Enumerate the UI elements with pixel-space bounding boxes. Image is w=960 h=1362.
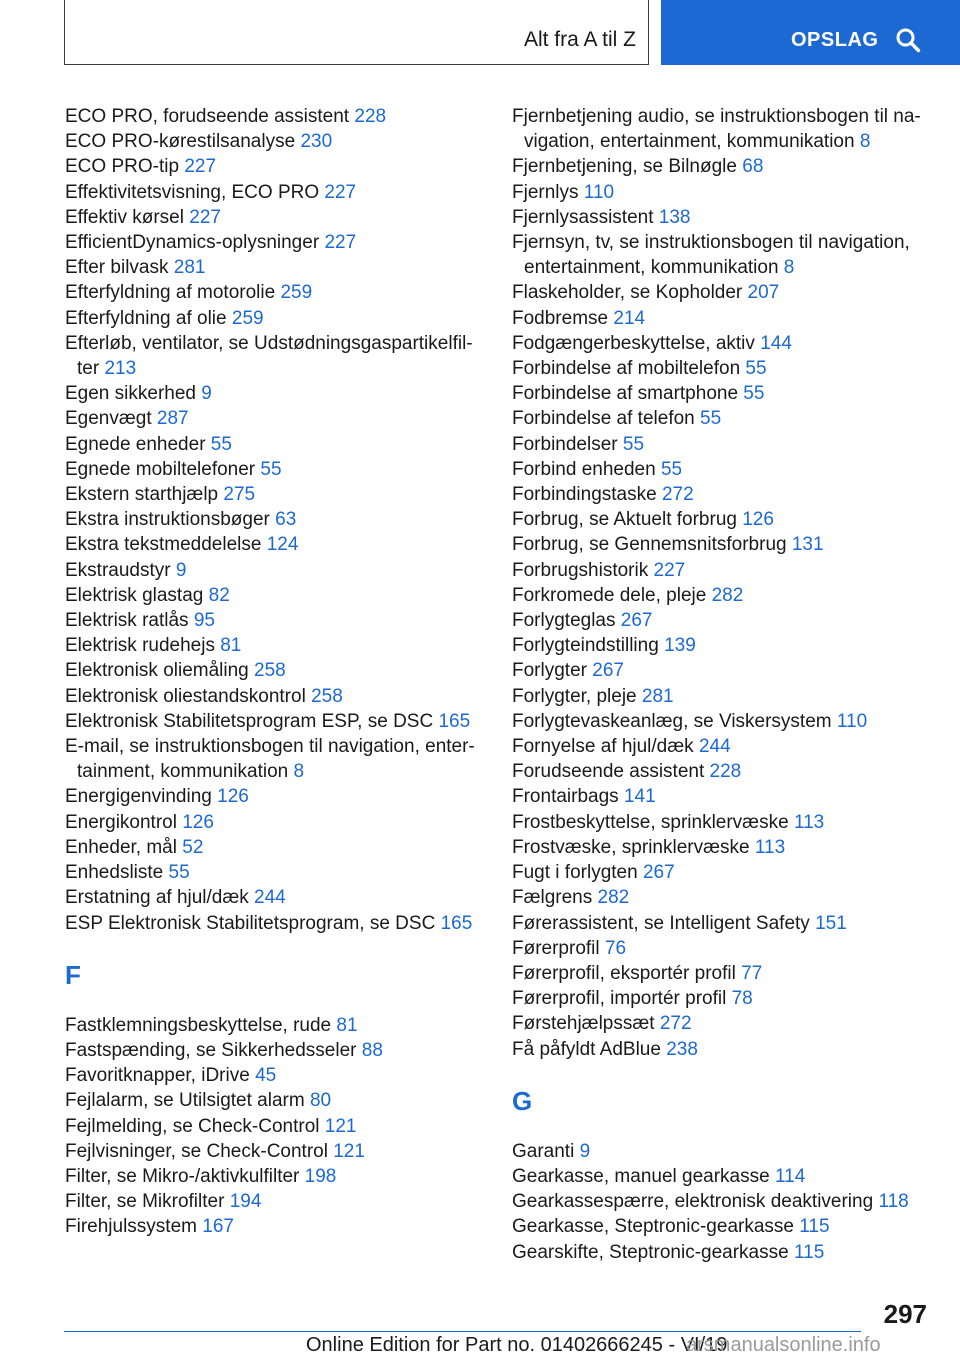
index-entry-page-link[interactable]: 238 bbox=[666, 1038, 698, 1060]
index-entry[interactable] bbox=[65, 255, 477, 280]
index-entry-page-link[interactable]: 81 bbox=[220, 635, 242, 657]
index-entry[interactable] bbox=[512, 230, 928, 280]
index-entry[interactable] bbox=[512, 684, 928, 709]
index-entry-page-link[interactable]: 126 bbox=[217, 786, 249, 808]
index-entry[interactable] bbox=[512, 457, 928, 482]
index-entry-page-link[interactable]: 8 bbox=[293, 761, 305, 783]
index-entry[interactable] bbox=[512, 104, 928, 154]
index-entry[interactable] bbox=[512, 583, 928, 608]
index-entry-term: ECO PRO-kørestilsanalyse bbox=[65, 131, 296, 153]
index-entry[interactable] bbox=[512, 558, 928, 583]
index-entry[interactable] bbox=[65, 507, 477, 532]
index-entry-term: Elektronisk oliemåling bbox=[65, 660, 249, 682]
index-entry-term: E-mail, se instruktionsbogen til navigation, enter-tainment, kommunikation bbox=[65, 736, 475, 783]
index-entry-term: Fugt i forlygten bbox=[512, 862, 638, 884]
index-entry-page-link[interactable]: 76 bbox=[604, 937, 627, 959]
index-entry-term: Forlygter, pleje bbox=[512, 685, 637, 707]
index-entry[interactable] bbox=[512, 961, 928, 986]
index-entry-term: Elektrisk glastag bbox=[65, 584, 204, 606]
index-entry[interactable] bbox=[65, 1063, 477, 1088]
index-entry-term: Gearkasse, Steptronic-gearkasse bbox=[512, 1216, 794, 1238]
index-entry[interactable] bbox=[512, 180, 928, 205]
index-entry-page-link[interactable]: 55 bbox=[700, 408, 722, 430]
index-entry-term: Forkromede dele, pleje bbox=[512, 584, 707, 606]
index-entry-term: Egnede enheder bbox=[65, 433, 206, 455]
index-entry-page-link[interactable]: 227 bbox=[189, 206, 221, 228]
index-entry-term: Fodbremse bbox=[512, 307, 609, 329]
index-entry[interactable] bbox=[65, 129, 477, 154]
index-entry-page-link[interactable]: 167 bbox=[202, 1216, 234, 1238]
index-entry-term: Egen sikkerhed bbox=[65, 383, 196, 405]
index-entry-page-link[interactable]: 141 bbox=[623, 786, 656, 808]
index-entry-page-link[interactable]: 281 bbox=[173, 257, 206, 279]
index-entry-page-link[interactable]: 227 bbox=[324, 232, 357, 254]
index-entry-term: Egnede mobiltelefoner bbox=[65, 458, 256, 480]
index-entry-term: Efterfyldning af olie bbox=[65, 307, 227, 329]
index-entry-page-link[interactable]: 45 bbox=[255, 1065, 277, 1087]
index-entry-page-link[interactable]: 214 bbox=[613, 307, 646, 329]
index-entry-term: Gearkasse, manuel gearkasse bbox=[512, 1165, 770, 1187]
index-entry[interactable] bbox=[512, 154, 928, 179]
index-entry-page-link[interactable]: 80 bbox=[309, 1090, 332, 1112]
index-entry-term: Fastspænding, se Sikkerhedsseler bbox=[65, 1039, 357, 1061]
index-entry-page-link[interactable]: 267 bbox=[620, 610, 653, 632]
index-entry-page-link[interactable]: 165 bbox=[438, 710, 471, 732]
index-entry-page-link[interactable]: 52 bbox=[182, 836, 204, 858]
index-entry-term: Ekstraudstyr bbox=[65, 559, 171, 581]
index-entry-page-link[interactable]: 124 bbox=[266, 534, 299, 556]
index-entry-page-link[interactable]: 110 bbox=[836, 710, 868, 732]
index-entry-page-link[interactable]: 115 bbox=[799, 1216, 830, 1238]
index-entry-term: Filter, se Mikro-/aktivkulfilter bbox=[65, 1165, 300, 1187]
index-entry[interactable] bbox=[512, 936, 928, 961]
index-entry-term: Forbindelse af telefon bbox=[512, 408, 695, 430]
index-entry-term: Førerassistent, se Intelligent Safety bbox=[512, 912, 810, 934]
index-entry[interactable] bbox=[512, 911, 928, 936]
index-entry[interactable] bbox=[65, 885, 477, 910]
index-entry[interactable] bbox=[512, 1189, 928, 1214]
index-entry-page-link[interactable]: 259 bbox=[280, 282, 313, 304]
edition-text: Online Edition for Part no. 01402666245 - VI/19 bbox=[306, 1334, 728, 1356]
index-entry-term: Elektronisk Stabilitetsprogram ESP, se DSC bbox=[65, 710, 434, 732]
index-entry[interactable] bbox=[512, 1037, 928, 1062]
index-entry[interactable] bbox=[65, 1038, 477, 1063]
index-entry-page-link[interactable]: 82 bbox=[208, 584, 230, 606]
index-entry-term: Ekstern starthjælp bbox=[65, 484, 219, 506]
index-entry[interactable] bbox=[65, 860, 477, 885]
index-entry-page-link[interactable]: 55 bbox=[745, 358, 767, 380]
index-entry[interactable] bbox=[65, 835, 477, 860]
section-letter: G bbox=[512, 1085, 533, 1116]
index-entry-page-link[interactable]: 81 bbox=[336, 1014, 358, 1036]
index-entry-term: Energikontrol bbox=[65, 811, 177, 833]
index-entry-page-link[interactable]: 131 bbox=[791, 534, 824, 556]
index-entry-page-link[interactable]: 207 bbox=[747, 282, 780, 304]
index-entry[interactable] bbox=[65, 381, 477, 406]
index-entry-term: Fjernlys bbox=[512, 181, 579, 203]
index-entry[interactable] bbox=[65, 810, 477, 835]
index-entry-page-link[interactable]: 272 bbox=[659, 1013, 692, 1035]
index-entry-term: Enhedsliste bbox=[65, 862, 164, 884]
index-entry-page-link[interactable]: 9 bbox=[201, 383, 212, 405]
index-entry-page-link[interactable]: 144 bbox=[760, 332, 792, 354]
index-entry[interactable] bbox=[65, 230, 477, 255]
index-entry[interactable] bbox=[512, 1011, 928, 1036]
index-entry-page-link[interactable]: 194 bbox=[229, 1191, 262, 1213]
index-entry[interactable] bbox=[65, 532, 477, 557]
index-entry-page-link[interactable]: 230 bbox=[300, 131, 333, 153]
index-entry[interactable] bbox=[512, 406, 928, 431]
index-entry-page-link[interactable]: 267 bbox=[592, 660, 624, 682]
index-entry[interactable] bbox=[65, 684, 477, 709]
index-entry-term: Fjernsyn, tv, se instruktionsbogen til navigation, entertainment, kommunikation bbox=[512, 232, 910, 279]
index-entry-page-link[interactable]: 139 bbox=[664, 635, 696, 657]
index-entry-term: Flaskeholder, se Kopholder bbox=[512, 282, 743, 304]
index-entry-page-link[interactable]: 267 bbox=[642, 862, 675, 884]
index-entry-term: Førerprofil bbox=[512, 937, 600, 959]
index-entry-page-link[interactable]: 55 bbox=[168, 862, 190, 884]
index-entry-term: Elektrisk rudehejs bbox=[65, 635, 215, 657]
index-entry-page-link[interactable]: 113 bbox=[754, 836, 786, 858]
index-entry[interactable] bbox=[512, 482, 928, 507]
index-entry[interactable] bbox=[512, 381, 928, 406]
index-entry-term: Fjernlysassistent bbox=[512, 206, 654, 228]
index-entry-page-link[interactable]: 259 bbox=[231, 307, 264, 329]
index-entry-page-link[interactable]: 55 bbox=[260, 458, 282, 480]
index-entry-term: Efterløb, ventilator, se Udstødningsgaspartikelfil-ter bbox=[65, 332, 473, 380]
index-entry-term: EfficientDynamics-oplysninger bbox=[65, 232, 320, 254]
index-tab[interactable] bbox=[64, 0, 649, 65]
index-entry-page-link[interactable]: 55 bbox=[743, 383, 765, 405]
index-entry[interactable] bbox=[65, 558, 477, 583]
index-entry-term: Filter, se Mikrofilter bbox=[65, 1191, 225, 1213]
index-entry-term: Forlygteindstilling bbox=[512, 635, 659, 657]
index-entry[interactable] bbox=[512, 734, 928, 759]
index-column-left bbox=[65, 104, 477, 1240]
index-entry-term: Fastklemningsbeskyttelse, rude bbox=[65, 1014, 332, 1036]
index-entry-page-link[interactable]: 258 bbox=[254, 660, 286, 682]
index-entry-page-link[interactable]: 165 bbox=[440, 912, 473, 934]
index-entry-page-link[interactable]: 9 bbox=[579, 1140, 591, 1162]
index-entry-term: Førstehjælpssæt bbox=[512, 1013, 655, 1035]
index-entry-page-link[interactable]: 228 bbox=[709, 761, 742, 783]
index-entry-page-link[interactable]: 281 bbox=[641, 685, 674, 707]
index-entry-term: Førerprofil, eksportér profil bbox=[512, 962, 736, 984]
index-entry-term: Effektiv kørsel bbox=[65, 206, 184, 228]
index-entry-term: Frostbeskyttelse, sprinklervæske bbox=[512, 811, 789, 833]
index-entry-term: Fejlmelding, se Check-Control bbox=[65, 1115, 320, 1137]
index-entry[interactable] bbox=[512, 709, 928, 734]
index-entry[interactable] bbox=[512, 280, 928, 305]
index-entry-term: Førerprofil, importér profil bbox=[512, 988, 727, 1010]
index-entry[interactable] bbox=[65, 1139, 477, 1164]
watermark-text: arsmanualsonline.info bbox=[686, 1334, 881, 1356]
index-entry-term: Enheder, mål bbox=[65, 836, 177, 858]
index-entry[interactable] bbox=[512, 1164, 928, 1189]
index-entry-term: Frontairbags bbox=[512, 786, 619, 808]
index-entry-term: Egenvægt bbox=[65, 408, 152, 430]
index-entry-term: Forudseende assistent bbox=[512, 761, 705, 783]
index-entry-page-link[interactable]: 287 bbox=[156, 408, 189, 430]
index-entry-term: Effektivitetsvisning, ECO PRO bbox=[65, 181, 320, 203]
index-entry-page-link[interactable]: 8 bbox=[783, 257, 795, 279]
index-entry-term: Fælgrens bbox=[512, 887, 593, 909]
index-entry[interactable] bbox=[65, 205, 477, 230]
index-entry-term: Forlygter bbox=[512, 660, 587, 682]
index-entry-term: Fjernbetjening, se Bilnøgle bbox=[512, 156, 737, 178]
index-entry[interactable] bbox=[65, 633, 477, 658]
index-entry-page-link[interactable]: 282 bbox=[711, 584, 744, 606]
index-entry[interactable] bbox=[512, 356, 928, 381]
index-entry[interactable] bbox=[65, 1164, 477, 1189]
index-entry-page-link[interactable]: 121 bbox=[333, 1140, 365, 1162]
index-entry[interactable] bbox=[512, 784, 928, 809]
index-entry-term: Firehjulssystem bbox=[65, 1216, 197, 1238]
index-column-right bbox=[512, 104, 928, 1265]
index-entry[interactable] bbox=[65, 457, 477, 482]
index-entry-page-link[interactable]: 115 bbox=[793, 1241, 825, 1263]
index-entry-page-link[interactable]: 244 bbox=[698, 736, 731, 758]
index-entry-page-link[interactable]: 198 bbox=[304, 1165, 337, 1187]
index-entry-page-link[interactable]: 78 bbox=[731, 988, 753, 1010]
index-entry[interactable] bbox=[512, 658, 928, 683]
index-entry-page-link[interactable]: 227 bbox=[324, 181, 357, 203]
index-entry[interactable] bbox=[65, 180, 477, 205]
index-entry-page-link[interactable]: 151 bbox=[815, 912, 847, 934]
index-entry-page-link[interactable]: 126 bbox=[182, 811, 214, 833]
index-entry-page-link[interactable]: 113 bbox=[793, 811, 825, 833]
index-entry-term: Elektrisk ratlås bbox=[65, 610, 189, 632]
index-entry-page-link[interactable]: 55 bbox=[210, 433, 232, 455]
index-entry-term: Forlygteglas bbox=[512, 610, 616, 632]
index-entry-term: Fornyelse af hjul/dæk bbox=[512, 736, 694, 758]
index-entry-term: Ekstra tekstmeddelelse bbox=[65, 534, 262, 556]
index-entry[interactable] bbox=[512, 432, 928, 457]
footer-divider bbox=[64, 1331, 861, 1332]
index-entry[interactable] bbox=[65, 608, 477, 633]
index-entry[interactable] bbox=[65, 784, 477, 809]
index-entry[interactable] bbox=[65, 406, 477, 431]
index-entry-page-link[interactable]: 95 bbox=[193, 610, 215, 632]
index-entry-term: Forbindelse af smartphone bbox=[512, 383, 739, 405]
index-entry-term: Erstatning af hjul/dæk bbox=[65, 887, 249, 909]
index-entry-term: Forbindelse af mobiltelefon bbox=[512, 358, 741, 380]
index-entry[interactable] bbox=[65, 583, 477, 608]
index-entry-page-link[interactable]: 272 bbox=[661, 484, 694, 506]
index-entry[interactable] bbox=[512, 986, 928, 1011]
search-icon[interactable] bbox=[895, 27, 921, 53]
index-entry-term: ECO PRO-tip bbox=[65, 156, 180, 178]
index-tab-label: Alt fra A til Z bbox=[523, 28, 636, 51]
index-entry[interactable] bbox=[512, 1139, 928, 1164]
section-letter: F bbox=[65, 959, 81, 990]
index-entry-term: ESP Elektronisk Stabilitetsprogram, se DSC bbox=[65, 912, 436, 934]
index-entry-term: Fejlalarm, se Utilsigtet alarm bbox=[65, 1090, 305, 1112]
index-entry[interactable] bbox=[65, 1214, 477, 1239]
index-entry-page-link[interactable]: 9 bbox=[175, 559, 187, 581]
index-entry-page-link[interactable]: 258 bbox=[311, 685, 343, 707]
index-entry-page-link[interactable]: 227 bbox=[653, 559, 686, 581]
index-entry-page-link[interactable]: 88 bbox=[361, 1039, 383, 1061]
index-entry-page-link[interactable]: 118 bbox=[878, 1191, 909, 1213]
index-entry-term: Forbindelser bbox=[512, 433, 618, 455]
index-entry[interactable] bbox=[65, 734, 477, 784]
index-entry-page-link[interactable]: 55 bbox=[622, 433, 645, 455]
index-entry-page-link[interactable]: 114 bbox=[774, 1165, 806, 1187]
index-entry[interactable] bbox=[65, 709, 477, 734]
index-entry-page-link[interactable]: 275 bbox=[223, 484, 256, 506]
index-entry-page-link[interactable]: 110 bbox=[583, 181, 615, 203]
index-entry[interactable] bbox=[512, 507, 928, 532]
index-entry[interactable] bbox=[512, 306, 928, 331]
index-entry-term: Efterfyldning af motorolie bbox=[65, 282, 276, 304]
index-entry-term: Forbind enheden bbox=[512, 458, 656, 480]
index-entry[interactable] bbox=[65, 1189, 477, 1214]
index-entry-term: Garanti bbox=[512, 1140, 575, 1162]
index-entry[interactable] bbox=[512, 1214, 928, 1239]
search-button-label: OPSLAG bbox=[791, 29, 879, 51]
index-entry-term: Gearkassespærre, elektronisk deaktivering bbox=[512, 1191, 874, 1213]
index-entry-term: Fjernbetjening audio, se instruktionsbogen til na-vigation, entertainment, kommunikation bbox=[512, 106, 921, 153]
index-entry-page-link[interactable]: 121 bbox=[324, 1115, 357, 1137]
index-entry-term: Forbindingstaske bbox=[512, 484, 657, 506]
index-entry[interactable] bbox=[512, 885, 928, 910]
index-entry-page-link[interactable]: 213 bbox=[104, 358, 137, 380]
page-number: 297 bbox=[883, 1299, 927, 1329]
index-entry[interactable] bbox=[65, 1114, 477, 1139]
index-entry-page-link[interactable]: 55 bbox=[660, 458, 683, 480]
index-entry-term: Forbrug, se Aktuelt forbrug bbox=[512, 509, 737, 531]
index-entry[interactable] bbox=[65, 104, 477, 129]
index-entry-page-link[interactable]: 8 bbox=[859, 131, 871, 153]
index-entry-term: Fejlvisninger, se Check-Control bbox=[65, 1140, 328, 1162]
index-entry[interactable] bbox=[512, 860, 928, 885]
index-entry[interactable] bbox=[512, 532, 928, 557]
index-entry[interactable] bbox=[512, 1240, 928, 1265]
index-entry[interactable] bbox=[65, 331, 477, 381]
index-entry-term: Gearskifte, Steptronic-gearkasse bbox=[512, 1241, 789, 1263]
index-entry[interactable] bbox=[65, 911, 477, 936]
index-entry-page-link[interactable]: 126 bbox=[742, 509, 774, 531]
index-entry[interactable] bbox=[512, 835, 928, 860]
index-entry-term: Forbrugshistorik bbox=[512, 559, 649, 581]
index-entry[interactable] bbox=[65, 1013, 477, 1038]
index-entry[interactable] bbox=[65, 1088, 477, 1113]
index-entry-page-link[interactable]: 138 bbox=[658, 206, 691, 228]
index-entry-page-link[interactable]: 227 bbox=[184, 156, 217, 178]
index-entry-term: Elektronisk oliestandskontrol bbox=[65, 685, 306, 707]
index-entry-page-link[interactable]: 282 bbox=[597, 887, 630, 909]
index-entry[interactable] bbox=[512, 810, 928, 835]
index-entry[interactable] bbox=[65, 154, 477, 179]
index-entry[interactable] bbox=[512, 205, 928, 230]
index-entry[interactable] bbox=[512, 633, 928, 658]
index-entry-term: Forlygtevaskeanlæg, se Viskersystem bbox=[512, 710, 832, 732]
index-entry-term: Forbrug, se Gennemsnitsforbrug bbox=[512, 534, 787, 556]
index-entry-term: Efter bilvask bbox=[65, 257, 169, 279]
index-entry[interactable] bbox=[65, 280, 477, 305]
index-entry-page-link[interactable]: 77 bbox=[741, 962, 763, 984]
index-entry[interactable] bbox=[512, 759, 928, 784]
index-entry-term: Fodgængerbeskyttelse, aktiv bbox=[512, 332, 755, 354]
index-entry[interactable] bbox=[65, 658, 477, 683]
index-entry-term: Favoritknapper, iDrive bbox=[65, 1065, 250, 1087]
index-entry[interactable] bbox=[65, 306, 477, 331]
index-entry-term: Energigenvinding bbox=[65, 786, 212, 808]
index-entry-term: Ekstra instruktionsbøger bbox=[65, 509, 270, 531]
index-entry[interactable] bbox=[512, 331, 928, 356]
index-entry-page-link[interactable]: 228 bbox=[354, 106, 387, 127]
index-entry[interactable] bbox=[65, 432, 477, 457]
index-entry-page-link[interactable]: 63 bbox=[275, 509, 297, 531]
index-entry-page-link[interactable]: 68 bbox=[742, 156, 764, 178]
index-entry-term: Frostvæske, sprinklervæske bbox=[512, 836, 750, 858]
index-entry[interactable] bbox=[65, 482, 477, 507]
index-entry-term: ECO PRO, forudseende assistent bbox=[65, 106, 350, 127]
index-entry[interactable] bbox=[512, 608, 928, 633]
index-entry-term: Få påfyldt AdBlue bbox=[512, 1038, 661, 1060]
index-entry-page-link[interactable]: 244 bbox=[254, 887, 286, 909]
